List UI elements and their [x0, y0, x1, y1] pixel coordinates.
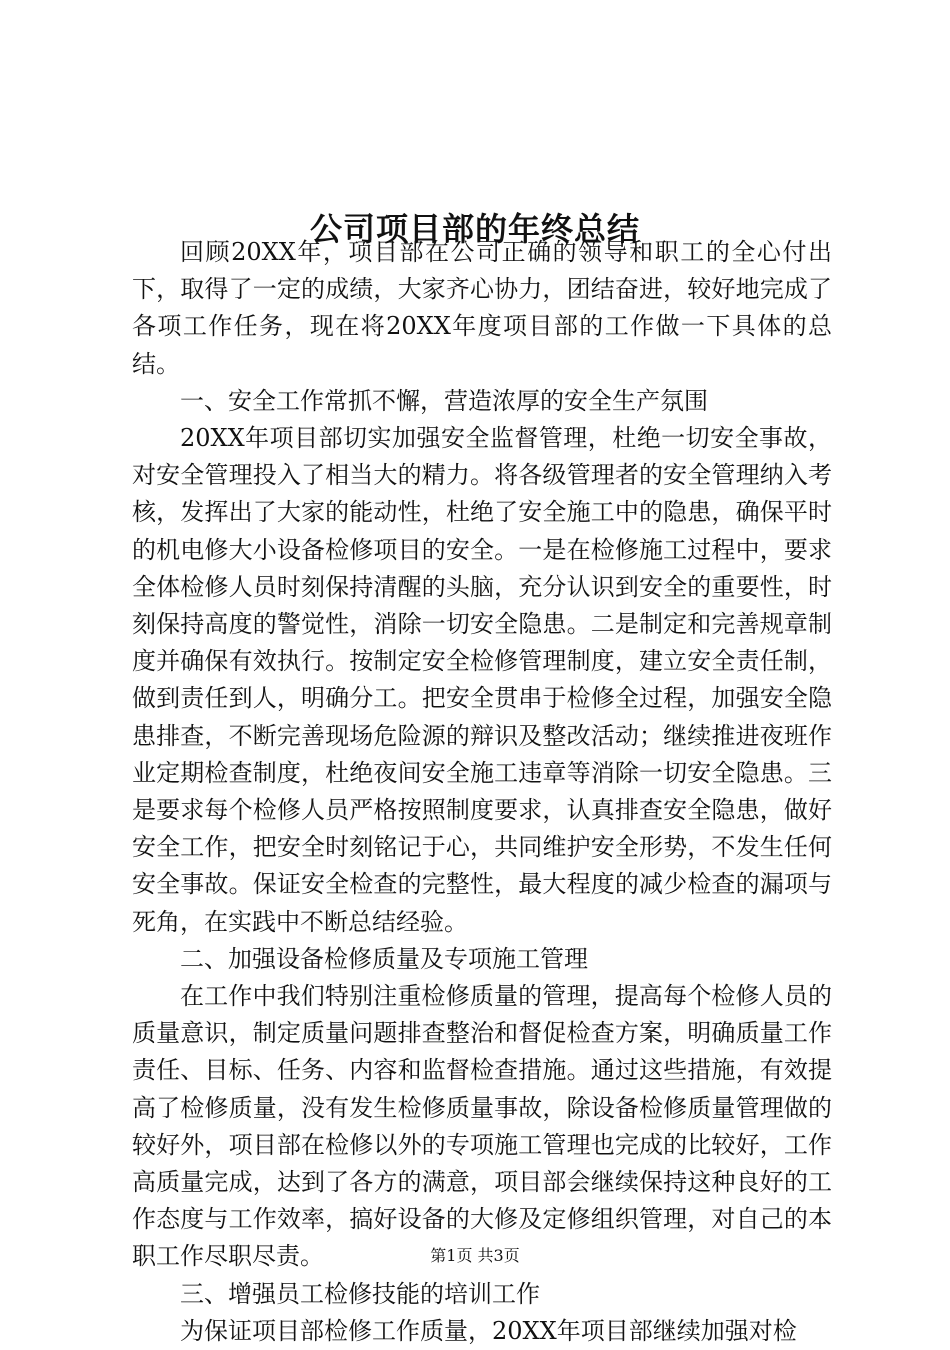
section-1-paragraph: 20XX年项目部切实加强安全监督管理，杜绝一切安全事故，对安全管理投入了相当大的精力。将各级管理者的安全管理纳入考核，发挥出了大家的能动性，杜绝了安全施工中的隐患，确保平时的机电修大小设备检修项目的安全。一是在检修施工过程中，要求全体检修人员时刻保持清醒的头脑，充分认识到安全的重要性，时刻保持高度的警觉性，消除一切安全隐患。二是制定和完善规章制度并确保有效执行。按制定安全检修管理制度，建立安全责任制，做到责任到人，明确分工。把安全贯串于检修全过程，加强安全隐患排查，不断完善现场危险源的辩识及整改活动；继续推进夜班作业定期检查制度，杜绝夜间安全施工违章等消除一切安全隐患。三是要求每个检修人员严格按照制度要求，认真排查安全隐患，做好安全工作，把安全时刻铭记于心，共同维护安全形势，不发生任何安全事故。保证安全检查的完整性，最大程度的减少检查的漏项与死角，在实践中不断总结经验。 — [132, 424, 832, 936]
section-2-heading: 二、加强设备检修质量及专项施工管理 — [180, 944, 588, 973]
page-footer: 第1页 共3页 — [430, 1246, 520, 1265]
section-3-heading: 三、增强员工检修技能的培训工作 — [180, 1279, 540, 1308]
document-title: 公司项目部的年终总结 — [309, 210, 640, 249]
section-2-paragraph: 在工作中我们特别注重检修质量的管理，提高每个检修人员的质量意识，制定质量问题排查整治和督促检查方案，明确质量工作责任、目标、任务、内容和监督检查措施。通过这些措施，有效提高了检修质量，没有发生检修质量事故，除设备检修质量管理做的较好外，项目部在检修以外的专项施工管理也完成的比较好，工作高质量完成，达到了各方的满意，项目部会继续保持这种良好的工作态度与工作效率，搞好设备的大修及定修组织管理，对自己的本职工作尽职尽责。 — [132, 982, 832, 1271]
intro-paragraph: 回顾20XX年，项目部在公司正确的领导和职工的全心付出下，取得了一定的成绩，大家齐心协力，团结奋进，较好地完成了各项工作任务，现在将20XX年度项目部的工作做一下具体的总结。 — [132, 238, 832, 378]
section-3-paragraph: 为保证项目部检修工作质量，20XX年项目部继续加强对检 — [180, 1316, 797, 1345]
document-body — [132, 234, 832, 1350]
section-1-heading: 一、安全工作常抓不懈，营造浓厚的安全生产氛围 — [180, 386, 708, 415]
